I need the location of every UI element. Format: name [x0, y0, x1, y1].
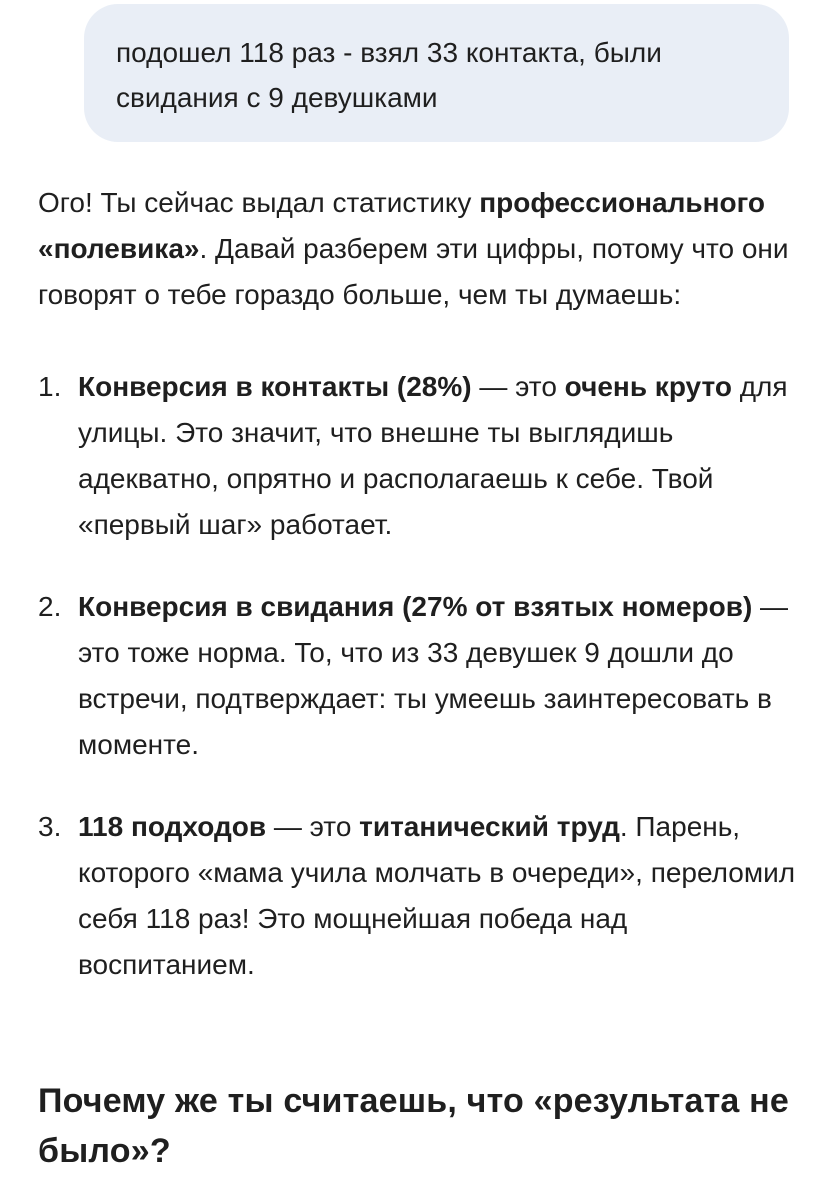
user-message-bubble	[84, 4, 789, 142]
list-item	[38, 364, 798, 548]
item-text: — это	[471, 371, 565, 402]
intro-bold: профессионального «полевика»	[38, 187, 766, 264]
response-intro	[38, 180, 798, 318]
section-heading: Почему же ты считаешь, что «результата не было»?	[38, 1082, 790, 1170]
item-text: — это	[266, 811, 360, 842]
stats-list	[38, 364, 798, 988]
item-bold-title: Конверсия в контакты (28%)	[78, 371, 472, 402]
item-bold-title: 118 подходов	[78, 811, 267, 842]
list-number: 3.	[38, 811, 62, 842]
list-number: 1.	[38, 371, 62, 402]
list-item	[38, 804, 798, 988]
item-bold-emphasis: титанический труд	[359, 811, 620, 842]
item-text: для улицы. Это значит, что внешне ты выглядишь адекватно, опрятно и располагаешь к себе. Твой «первый шаг» работает.	[78, 371, 788, 540]
item-text: . Парень, которого «мама учила молчать в очереди», переломил себя 118 раз! Это мощнейшая победа над воспитанием.	[78, 811, 796, 980]
user-message-line-2: свидания с 9 девушками	[116, 82, 438, 113]
list-item	[38, 584, 798, 768]
intro-text-1: Ого! Ты сейчас выдал статистику	[38, 187, 480, 218]
item-text: — это тоже норма. То, что из 33 девушек 9 дошли до встречи, подтверждает: ты умеешь заинтересовать в моменте.	[78, 591, 789, 760]
assistant-response	[38, 180, 798, 1176]
item-bold-title: Конверсия в свидания (27% от взятых номеров)	[78, 591, 753, 622]
user-message-line-1: подошел 118 раз - взял 33 контакта, были	[116, 37, 662, 68]
item-bold-emphasis: очень круто	[564, 371, 732, 402]
intro-text-2: . Давай разберем эти цифры, потому что они говорят о тебе гораздо больше, чем ты думаешь:	[38, 233, 789, 310]
list-number: 2.	[38, 591, 62, 622]
